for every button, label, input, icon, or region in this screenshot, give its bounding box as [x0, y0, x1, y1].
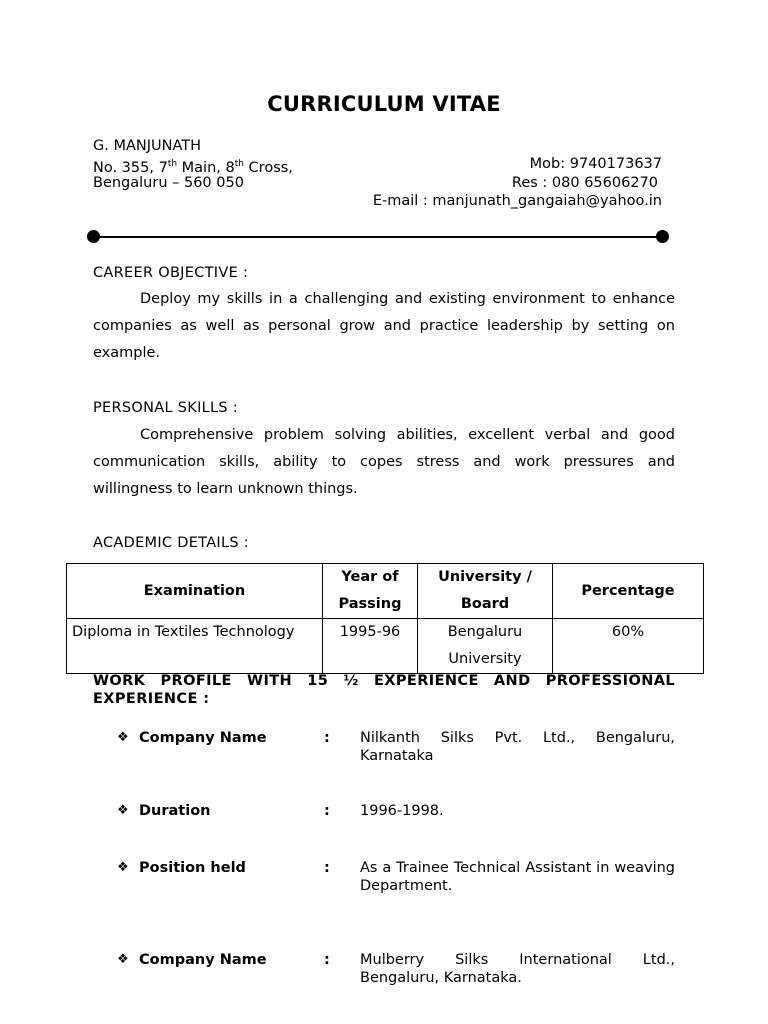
- entry-label: Position held: [139, 860, 246, 876]
- career-objective-text: Deploy my skills in a challenging and existing environment to enhance companies as well as personal grow and practice leadership by setting on example.: [93, 291, 675, 361]
- career-objective-heading: CAREER OBJECTIVE :: [93, 265, 249, 281]
- personal-skills-text: Comprehensive problem solving abilities, excellent verbal and good communication skills, ability to copes stress and work pressures and willingness to learn unknown things.: [93, 427, 675, 497]
- entry-value: Nilkanth Silks Pvt. Ltd., Bengaluru, Karnataka: [360, 730, 675, 764]
- cell-examination: Diploma in Textiles Technology: [67, 619, 323, 674]
- header-year-of-passing: Year of Passing: [323, 564, 418, 619]
- entry-value: Mulberry Silks International Ltd., Bengaluru, Karnataka.: [360, 952, 675, 986]
- cell-university: Bengaluru University: [418, 619, 553, 674]
- entry-label: Duration: [139, 803, 211, 819]
- divider-line: [93, 236, 662, 238]
- table-header-row: [67, 564, 704, 619]
- document-title: CURRICULUM VITAE: [267, 92, 501, 116]
- cell-year: 1995-96: [323, 619, 418, 674]
- address-line-1: No. 355, 7th Main, 8th Cross,: [93, 159, 293, 176]
- candidate-name: G. MANJUNATH: [93, 138, 202, 154]
- diamond-bullet-icon: ❖: [117, 803, 129, 818]
- diamond-bullet-icon: ❖: [117, 860, 129, 875]
- cell-percentage: 60%: [553, 619, 704, 674]
- table-row: [67, 619, 704, 674]
- header-percentage: Percentage: [553, 564, 704, 619]
- address-line-2: Bengaluru – 560 050: [93, 175, 244, 191]
- entry-separator: :: [324, 860, 330, 876]
- header-examination: Examination: [67, 564, 323, 619]
- divider-left-dot: [87, 230, 100, 243]
- work-profile-heading: WORK PROFILE WITH 15 ½ EXPERIENCE AND PROFESSIONAL EXPERIENCE :: [93, 673, 675, 707]
- entry-label: Company Name: [139, 952, 267, 968]
- academic-details-heading: ACADEMIC DETAILS :: [93, 535, 249, 551]
- entry-separator: :: [324, 730, 330, 746]
- academic-table: [66, 563, 704, 674]
- entry-value: 1996-1998.: [360, 803, 444, 819]
- personal-skills-heading: PERSONAL SKILLS :: [93, 400, 238, 416]
- entry-label: Company Name: [139, 730, 267, 746]
- divider-right-dot: [656, 230, 669, 243]
- diamond-bullet-icon: ❖: [117, 952, 129, 967]
- entry-separator: :: [324, 952, 330, 968]
- mobile-number: Mob: 9740173637: [529, 156, 662, 172]
- entry-separator: :: [324, 803, 330, 819]
- email-address: E-mail : manjunath_gangaiah@yahoo.in: [372, 193, 662, 209]
- header-university-board: University / Board: [418, 564, 553, 619]
- entry-value: As a Trainee Technical Assistant in weaving Department.: [360, 860, 675, 894]
- diamond-bullet-icon: ❖: [117, 730, 129, 745]
- residence-number: Res : 080 65606270: [511, 175, 658, 191]
